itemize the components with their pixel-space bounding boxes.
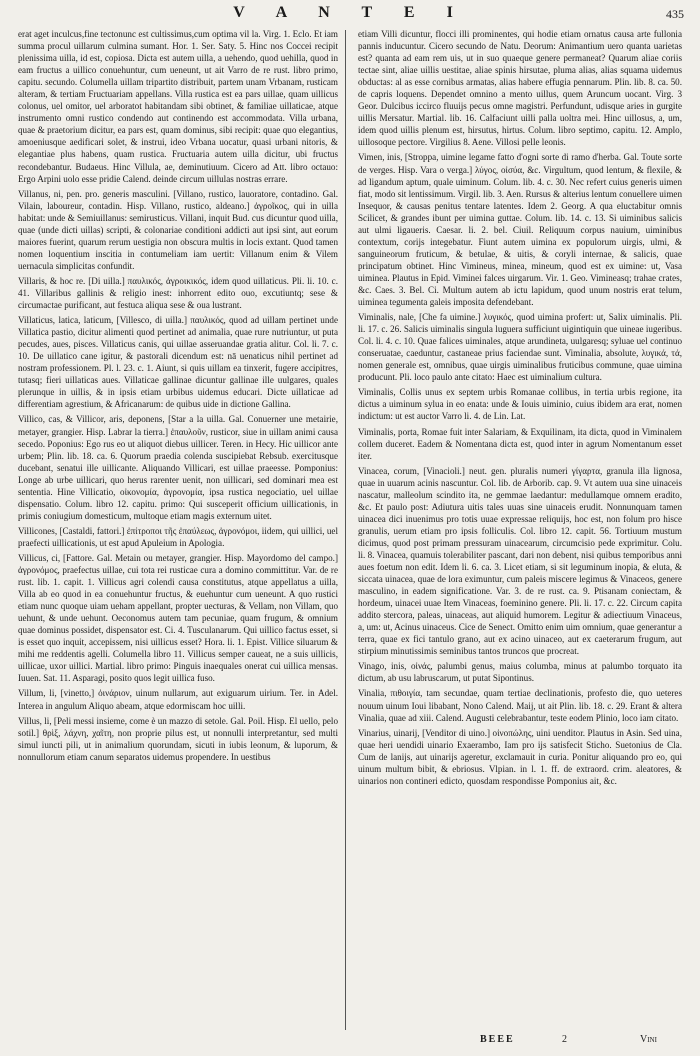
- entry-text: Vinalia, πιθοιγία, tam secundae, quam tertiae declinationis, profesto die, quo ueteres nouum uinum Ioui libabant, Nono Calend. Maij, ut ait Plin. lib. 18. c. 29. Erant & altera Vinalia, quae ad xiii. Calend. Augusti celebrabantur, teste eodem Plinio, loco iam citato.: [358, 688, 682, 723]
- signature-number: 2: [562, 1034, 567, 1045]
- running-title: V A N T E I: [233, 4, 467, 21]
- left-column: [18, 28, 338, 766]
- column-divider: [345, 30, 346, 1030]
- dictionary-entry: [18, 552, 338, 685]
- entry-text: Viminalis, nale, [Che fa uimine.] λυγικός, quod uimina profert: ut, Salix uiminalis. Pli. li. 17. c. 26. Salicis uiminalis singula luguera sufficiunt uigintiquin que uineae iugeribus. Col. li. 4. c. 10. Quae falices uiminales, atque arundineta, uulgaresq; syluae uel continuo conseruatae, caeduntur, castaneae prius faciendae sunt. Viminalia, absolute, λυγικά, τά, nomen generale est, omnibus, quae uirgis uiminalibus fruticibus commune, quae uimina producunt. Pli. loco paulo ante citato: Haec est uiminalium cultura.: [358, 312, 682, 383]
- dictionary-entry: [358, 426, 682, 462]
- entry-text: Villus, li, [Peli messi insieme, come è un mazzo di setole. Gal. Poil. Hisp. El uello, pelo sotil.] θρὶξ, λάχνη, χαῖτη, non proprie pilus est, ut nonnulli interpretantur, sed multi simul iuncti pili, ut in animalium quorundam, sicuti in iubis leonum, & luporum, & nonnullorum etiam canum separatos uidemus propendere. In uestibus: [18, 715, 338, 762]
- entry-text: erat aget inculcus,fine tectonunc est cultissimus,cum optima vil la. Virg. 1. Eclo. Et iam summa procul uillarum culmina sumant. Hor. 1. Ser. Saty. 5. Hinc nos Coccei recipit plenissima uilla, id est, copiosa. Dicta est autem uilla, a uehendo, quod uehilla, quod in eam fructus a uillico conuehuntur, cum ueneunt, ut ait Varro de re rust. libro primo, capitu. secundo. Columella uillam tripartito distribuit, partem unam Vrbanam, rusticam alteram, & tertiam Fructuariam appellans. Villa rustica est ea pars uillae, quam uillicus colonus, uel omitor, uel arboratot habitandam sibi obtinet, & familiae uillaticae, atque instrumento omni rustico condendo aut continendo est accommodata. Villa urbana, quae & praetorium dicitur, ea pars est, quam dominus, sibi recipit: quae quo elegantius, amoeniusque aedificari solet, & instrui, ideo Vrbana uocatur, quasi urbani nitoris, & elegantiae plus habens, quam rustica. Fructuaria autem uilla dicitur, ubi fructus recondebantur. Budaeus. Hinc Villula, ae, deminutiuum. Cicero ad Att. libro octauo: Ergo Arpini uolo esse pridie Calend. deinde circum uillulas nostras errare.: [18, 29, 338, 184]
- entry-text: Vinacea, corum, [Vinacioli.] neut. gen. pluralis numeri γίγαρτα, granula illa lignosa, quae in uuarum acinis nascuntur. Col. lib. de Arborib. cap. 9. Vt autem uua sine uinaceis nascatur, malleolum scindito ita, ne gemmae laedantur: medullamque omnem eradito, &c. Et paulo post: Adiutura uitis tales uuas sine uinaceis erudit. Nonnunquam tamen uinacea dici inuenimus pro totis uuae expressae reliquijs, hoc est, non folum pro hisce granulis, uerum etiam pro ipsis folliculis. Col. libro 12. capit. 56. Tortiuum mustum dicimus, quod post primam pressuram uinacearum, circumcisio pede exprimitur. Colu. li. 8. Vinacea, quamuis tolerabiliter pascant, dari non debent, nisi quibus temporibus anni aues foetum non edit. Idem li. 6. ca. 3. Licet etiam, si sit leguminum inopia, & eluta, & siccata uinacea, quae de lora eximuntur, cum paleis miscere legimus & Vinaceos, genere masculino, in eadem significatione. Var. 3. de re rust. ca. 9. Ptisanam coniectam, & hordeum, uinacei uuae Item Vinaceas, foeminino genere. Pli. li. 17. c. 22. Circum capita addito stercora, paleas, uinaceas, aut aliquid humorem. Legitur & adiectiuum Vinaceus, a, um: ut, Acinus uinaceus. Cice de Senect. Omitto enim uim omnium, quae generantur a terra, quae ex fici tantulo grano, aut ex acino uinaceo, aut ex caeterarum frugum, aut stirpium minutissimis seminibus tantos truncos que procreat.: [358, 465, 682, 657]
- entry-text: Villum, li, [vinetto,] ὀινάριον, uinum nullarum, aut exiguarum uirium. Ter. in Adel. Interea in angulum Aliquo abeam, atque edormiscam hoc uilli.: [18, 688, 338, 711]
- dictionary-entry: [18, 715, 338, 763]
- catchword: Vini: [640, 1034, 657, 1045]
- dictionary-entry: [358, 687, 682, 723]
- entry-text: Villicus, ci, [Fattore. Gal. Metain ou metayer, grangier. Hisp. Mayordomo del campo.] ἀγρονόμος, praefectus uillae, cui tota rei rusticae cura a domino committitur. Var. de re rust. lib. 1. capit. 1. Villicus agri colendi causa constitutus, atque appellatus a uilla, Villa ab eo quod in ea conuehuntur fructus, & euehuntur cum ueneunt. A quo rustici etiam nunc quoque uiam ueham appellant, propter uecturas, & Vellam, non Villam, quo uehunt, & unde uehunt. Oeconomus autem tam pecuniae, quam frugum, & omnium quae dominus possidet, dispensator est. Ci. 4. Tusculanarum. Qui uillico factus esset, si is esset quo inquit, accepissem, nisi uillicus esset? Hora. li. 1. Epist. Villice siluarum & mihi me reddentis agelli. Columella libro 11. Villicus semper caueat, ne a suis uillicis, uillicae, uxor uillici. Martial. libro primo: Pinguis inaequales onerat cui uillica mensas. Iuuen. Sat. 11. Asparagi, posito quos legit uillica fuso.: [18, 552, 338, 684]
- dictionary-entry: [358, 151, 682, 308]
- dictionary-entry: [18, 314, 338, 410]
- dictionary-entry: [358, 660, 682, 684]
- entry-text: Villicones, [Castaldi, fattori.] ἐπίτροποι τῆς ἐπαύλεως, ἀγρονόμοι, iidem, qui uillici, uel praefecti uillicationis, ut est apud Apuleium in Apologia.: [18, 525, 338, 548]
- page-footer: [0, 1034, 700, 1050]
- dictionary-entry: [18, 525, 338, 549]
- right-column: [358, 28, 682, 790]
- entry-text: Villaris, & hoc re. [Di uilla.] παυλικός, ἀγροικικός, idem quod uillaticus. Pli. li. 10. c. 41. Villaribus gallinis & religio inest: inhorrent edito ouo, excutiuntq; sese & circumactae purificant, aut festuca aliqua sese & oua lustrant.: [18, 275, 338, 311]
- entry-text: Viminalis, porta, Romae fuit inter Salariam, & Exquilinam, ita dicta, quod in Viminalem collem duceret. Eadem & Nomentana dicta est, quod inter in agrum Nomentanum esset iter.: [358, 426, 682, 461]
- entry-text: etiam Villi dicuntur, flocci illi prominentes, qui hodie etiam ornatus causa arte fullonia pannis inducuntur. Cicero secundo de Natu. Deorum: Animantium uero quanta uarietas est? quanta ad eam rem uis, ut in suo quaeque genere permaneat? Quarum aliae coriis tectae sint, aliae uillis uestitae, aliae spinis hirsutae, pluma alias, alias squama uidemus obductas: al as esse cornibus armatas, alias habere effugia pennarum. Plin. lib. 8. ca. 50. de capris loquens. Dependet omnino a mento uillus, quem Aruncum uocant. Virg. 3 Geor. Dulcibus iccirco fluuijs pecus omne magistri. Perfundunt, udisque aries in gurgite uillis Mersatur. Martial. lib. 16. Calfaciunt uilli palla uoltra mei. Hinc uillosus, a, um, idem quod uillis plenum est, hirsutus, hirtus. Colum. libro septimo, capitu. 12. Amplo, uillosoque pectore. Virgilius 8. Aene. Villosi pelle leonis.: [358, 29, 682, 148]
- dictionary-entry: [18, 188, 338, 272]
- page-number: 435: [666, 7, 684, 21]
- entry-text: Villanus, ni, pen. pro. generis masculini. [Villano, rustico, lauoratore, contadino. Gal. Vilain, laboureur, contadin. Hisp. Villano, rustico, aldeano.] ἀγροῖκος, qui in uilla habitat: unde & Semiuillanus: semirusticus. Villani, inquit Bud. cus dicuntur quod uilla, quae (unde dicti uillas) scripti, & colonariae conditioni addicti aut ipsi sint, aut eorum maiores fuerint, quarum rerum uestigia non obscura multis in locis extant. Quod tamen nomen loquentium inscitia in contumeliam iam uertit: Villanum enim & Vilem uernacula simplicitas confundit.: [18, 188, 338, 271]
- entry-text: Villaticus, latica, laticum, [Villesco, di uilla.] παυλικός, quod ad uillam pertinet unde Villatica pastio, dicitur alimenti quod pertinet ad animalia, quae rure nutriuntur, ut puta pecudes, aues, pisces. Villaticus canis, qui uillae asseruandae gratia alitur. Col. li. 7. c. 10. De uillatico cane igitur, & pastorali dicendum est: nā uenaticus nihil pertinet ad nostram professionem. Pl. l. 23. c. 1. Aiunt, si quis uillam ea tinxerit, fugere accipitres, tutasq; fieri uillaticas aues. Villaticae gallinae dicuntur gallinae ille uulgares, quales plerunque in uillis, & in ipsis etiam urbibus uidemus educari. Dicte uillaticae ad differentiam agrestium, & Africanarum: de quibus uide in dictione Gallina.: [18, 315, 338, 410]
- page-header: [0, 4, 700, 26]
- dictionary-entry: [358, 311, 682, 383]
- entry-text: Vinago, inis, οἰνάς, palumbi genus, maius columba, minus at palumbo torquato ita dictum, ab usu labruscarum, ut putat Sipontinus.: [358, 661, 682, 684]
- entry-text: Vinarius, uinarij, [Venditor di uino.] οἰνοπώλης, uini uenditor. Plautus in Asin. Sed uina, quae heri uendidi uinario Exaerambo, Iam pro ijs satisfecit Sticho. Suetonius de Cla. Cum de lanijs, aut uinarijs ageretur, exclamauit in curia. Ponitur aliquando pro eo, qui uinum multum bibit, & ebriosus. Vlpian. in l. 1. ff. de extraord. crim. aleatores, & uinarios non contineri edicto, quosdam respondisse Pomponius ait, &c.: [358, 727, 682, 786]
- dictionary-entry: [18, 28, 338, 185]
- signature-mark: BEEE: [480, 1034, 515, 1045]
- dictionary-entry: [358, 727, 682, 787]
- entry-text: Vimen, inis, [Stroppa, uimine legame fatto d'ogni sorte di ramo d'herba. Gal. Toute sorte de verges. Hisp. Vara o verga.] λύγος, οἰσύα, &c. Virgultum, quod lentum, & flexile, & ad ligandum aptum, quale uiminum. Colum. lib. 4. c. 30. Nec refert cuius generis uimen fiat, modo sit lentissimum. Virgil. lib. 3. Aen. Rursus & alterius lentum conuellere uimen Insequor, & causas penitus tentare latentes. Idem 2. Georg. A qua eluctabitur omnis Scilicet, & grandes ibunt per uimina guttae. Colum. lib. 14. c. 13. Si uiminibus salicis aut ulmi ligaueris. Caesar. li. 2. bel. Ciuil. Reliquum corpus nauium, uiminibus contextum, corijs integebatur. Fiunt autem uimina ex populorum uirgis, ulmi, & sanguineorum fruticum, & betulae, & uitis, & coryli internae, & salicis, quae principatum obtinet. Hinc Vimineus, minea, mineum, quod est ex uimine: ut, Vasa uiminea. Plautus in Epid. Viminei falces uirgarum. Vir. 1. Geo. Vimineasq; trahae crates, &c. Caes. 3. Bel. Ci. Multum autem ab ictu lapidum, quod unum nostris erat telum, uiminea tegumenta galeis imposita defendebant.: [358, 152, 682, 308]
- dictionary-entry: [358, 465, 682, 658]
- dictionary-entry: [358, 386, 682, 422]
- entry-text: Viminalis, Collis unus ex septem urbis Romanae collibus, in tertia urbis regione, ita dictus a uiminum sylua in eo enata: unde & Iouis uiminio, cuius ibidem ara erat, nomen indictum: ut est auctor Varro li. 4. de Lin. Lat.: [358, 387, 682, 422]
- entry-text: Villico, cas, & Villicor, aris, deponens, [Star a la uilla. Gal. Conuerner une metairie, metayer, grangier. Hisp. Labrar la tierra.] ἐπαυλοῦν, rusticor, siue in uillam animi causa secedo. Poponius: Ego rus eo ut aliquot diebus uillicer. Teren. in Hecy. Hic uillicor ante urbem; Plin. lib. 18. ca. 6. Quorum praedia colenda suscipiebat Rebsub. exercitusque ducebant, senatui ille uillicante. Aliquando Villicari, est uillae praeesse. Pomponius: Longe ab urbe uillicari, quo herus rarenter uenit, non uillicari, sed dominari mea est sententia. Hine Villicatio, οἰκονομία, ἀγρονομία, ipsa rustica negociatio, uel uillae dispensatio. Colum. libro 12. capitu. primo: Qui susceperit officium uillicationis, in primis coniugium domesticum, multoque etiam magis externum uitet.: [18, 414, 338, 521]
- dictionary-entry: [18, 687, 338, 711]
- dictionary-entry: [358, 28, 682, 148]
- dictionary-entry: [18, 413, 338, 521]
- dictionary-entry: [18, 275, 338, 311]
